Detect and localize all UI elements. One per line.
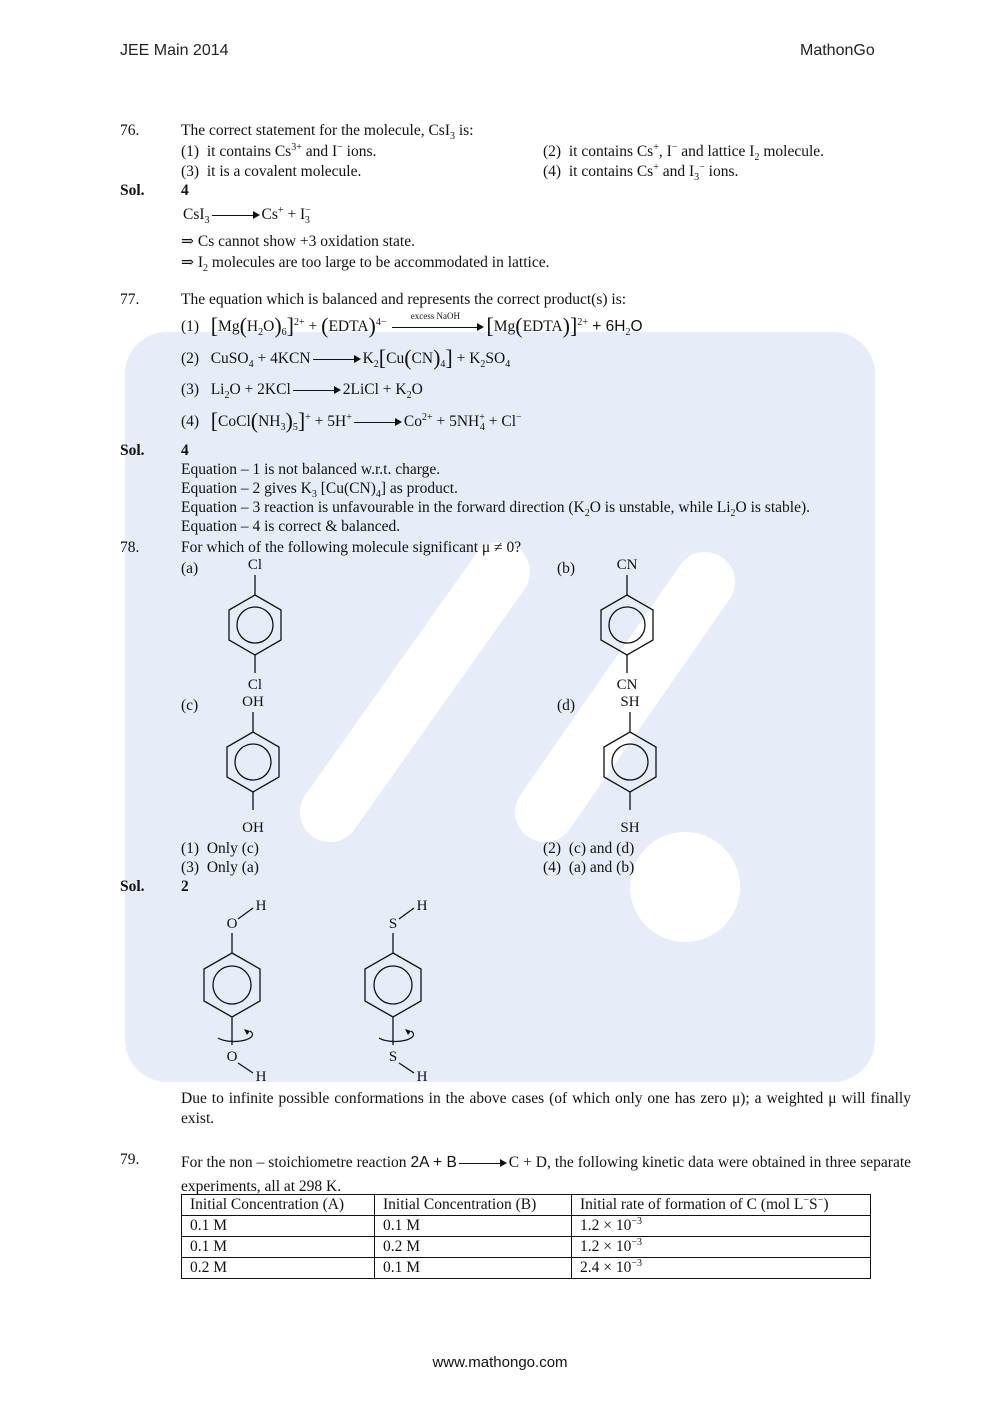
table-cell: 0.2 M [182,1258,375,1279]
q76-answer: 4 [181,182,189,199]
table-header-cell: Initial rate of formation of C (mol L−S−) [572,1195,871,1216]
table-cell: 0.1 M [182,1237,375,1258]
molecule-d-benzenedithiol [585,692,675,836]
reaction-arrow-icon [293,385,341,395]
q79-stem: For the non – stoichiometre reaction 2A + B C + D, the following kinetic data were obtained in three separate experiments, all at 298 K. [181,1154,912,1195]
table-cell: 0.2 M [375,1237,572,1258]
oxygen-top: O [226,916,238,932]
q76-equation: CsI$_3$ $Cs^+ + I^-_3$ [183,204,311,227]
question-number-79: 79. [120,1151,140,1168]
question-number-77: 77. [120,291,140,308]
q76-solution-line-2: ⇒ $I_2$ molecules are too large to be accommodated in lattice. [181,254,550,275]
reaction-arrow-icon [392,311,484,332]
q77-solution-line-3: Equation – 3 reaction is unfavourable in the forward direction ($K_2O$ is unstable, while $Li_2O$ is stable). [181,499,810,520]
question-number-78: 78. [120,539,140,556]
arrow-condition: excess NaOH [410,311,460,322]
oxygen-bottom: O [226,1049,238,1065]
table-row [182,1216,871,1237]
header-exam-title: JEE Main 2014 [120,42,229,59]
sulfur-top: S [388,916,398,932]
hydrogen-bottom: H [255,1069,267,1085]
q76-option-1: (1) it contains $Cs^{3+}$ and I− ions. [181,141,377,160]
reaction-arrow-icon [354,417,402,427]
molecule-b-dicyanobenzene [582,555,672,695]
table-cell: 0.1 M [182,1216,375,1237]
footer-url[interactable]: www.mathongo.com [432,1354,568,1371]
substituent-bottom: Cl [247,677,263,693]
header-brand: MathonGo [800,42,875,59]
hydrogen-top: H [416,898,428,914]
q76-option-2: (2) it contains Cs+, I− and lattice $I_2$ molecule. [543,141,825,164]
table-cell: $1.2 \times 10^{-3}$ [572,1216,871,1237]
q78-label-d: (d) [557,697,576,714]
molecule-c-hydroquinone [208,692,298,836]
substituent-top: SH [620,694,640,710]
question-number-76: 76. [120,122,140,139]
q78-explanation: Due to infinite possible conformations in the above cases (of which only one has zero μ); a weighted μ will finally exist. [181,1090,911,1127]
q78-answer: 2 [181,878,189,895]
molecule-a-dichlorobenzene [210,555,300,695]
reaction-arrow-icon [459,1158,507,1168]
q78-stem: For which of the following molecule significant μ ≠ 0? [181,539,522,556]
q76-option-3: (3) it is a covalent molecule. [181,163,362,180]
q78-option-4: (4) (a) and (b) [543,859,635,876]
q78-label-b: (b) [557,560,576,577]
reaction-arrow-icon [313,354,361,364]
table-header-cell: Initial Concentration (A) [182,1195,375,1216]
q78-label-a: (a) [181,560,199,577]
q76-option-4: (4) it contains Cs+ and $I_3^-$ ions. [543,161,739,184]
q77-solution-line-1: Equation – 1 is not balanced w.r.t. charge. [181,461,441,478]
hydrogen-bottom: H [416,1069,428,1085]
kinetic-data-table [181,1194,871,1279]
sulfur-bottom: S [388,1049,398,1065]
q76-solution-label: Sol. [120,182,145,199]
substituent-top: Cl [247,557,263,573]
table-header-cell: Initial Concentration (B) [375,1195,572,1216]
substituent-top: OH [242,694,264,710]
q77-option-4: (4) $[CoCl(NH_3)_5]^+ + 5H^+$ $Co^{2+} + 5NH^+_4 + Cl^-$ [181,408,522,434]
table-cell: $1.2 \times 10^{-3}$ [572,1237,871,1258]
q76-stem: The correct statement for the molecule, CsI$_3$ is: [181,122,474,143]
q78-option-1: (1) Only (c) [181,840,259,857]
q76-solution-line-1: ⇒ Cs cannot show +3 oxidation state. [181,233,415,250]
table-row [182,1258,871,1279]
table-header-row [182,1195,871,1216]
q77-solution-label: Sol. [120,442,145,459]
q77-answer: 4 [181,442,189,459]
q77-option-3: (3) $Li_2O + 2KCl$ 2LiCl + $K_2O$ [181,381,423,402]
table-cell: 0.1 M [375,1216,572,1237]
q77-solution-line-2: Equation – 2 gives $K_3$ $[Cu(CN)_4]$ as product. [181,480,458,501]
q77-solution-line-4: Equation – 4 is correct & balanced. [181,518,401,535]
substituent-top: CN [616,557,638,573]
q78-option-2: (2) (c) and (d) [543,840,635,857]
q78-label-c: (c) [181,697,199,714]
hydrogen-top: H [255,898,267,914]
q77-option-2: (2) CuSO$_4$ + 4KCN $K_2[Cu(CN)_4] + K_2SO_4$ [181,345,511,371]
table-cell: 0.1 M [375,1258,572,1279]
q77-stem: The equation which is balanced and represents the correct product(s) is: [181,291,627,308]
q78-solution-label: Sol. [120,878,145,895]
solution-structure-hydroquinone [185,893,295,1088]
table-row [182,1237,871,1258]
substituent-bottom: SH [620,820,640,836]
solution-structure-benzenedithiol [346,893,456,1088]
substituent-bottom: OH [242,820,264,836]
reaction-arrow-icon [212,210,260,220]
q77-option-1: (1) $[Mg(H_2O)_6]^{2+}$ + (EDTA)$^{4-}$ excess NaOH [Mg(EDTA)]$^{2+}$ + $6H_2O$ [181,311,643,339]
substituent-bottom: CN [616,677,638,693]
q78-option-3: (3) Only (a) [181,859,259,876]
table-cell: $2.4 \times 10^{-3}$ [572,1258,871,1279]
